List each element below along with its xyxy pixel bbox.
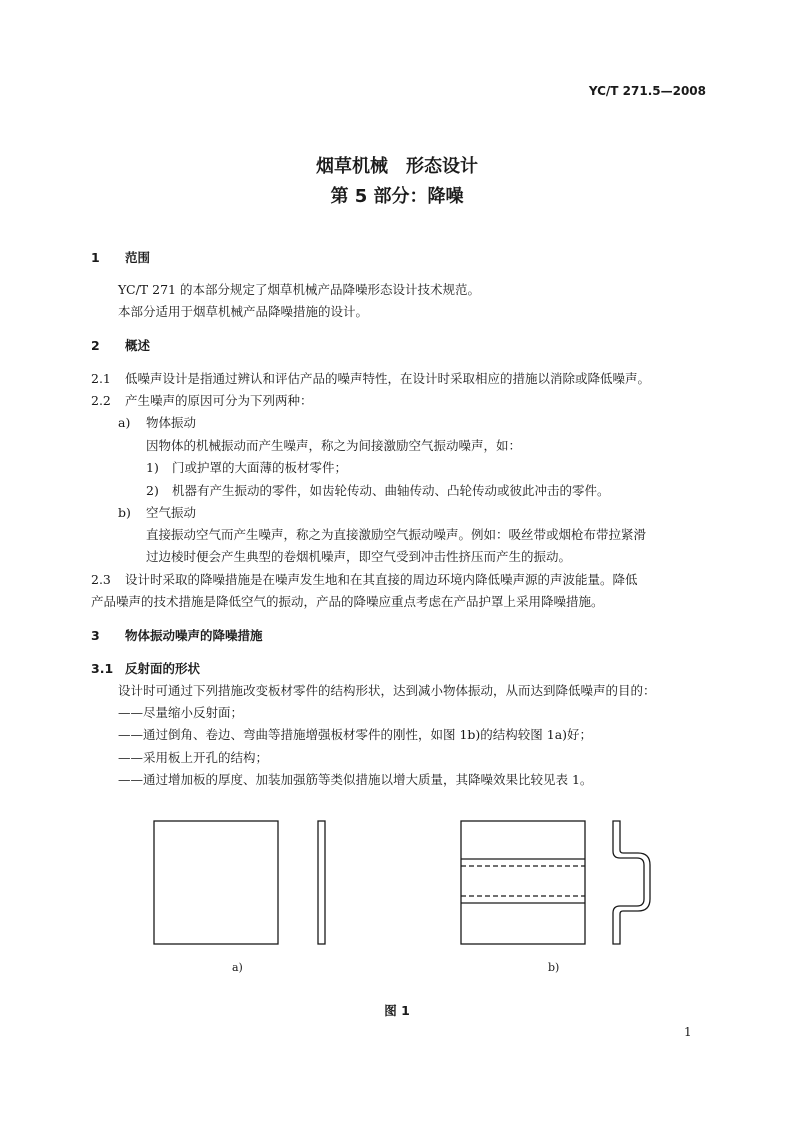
- clause-3-1-intro: 设计时可通过下列措施改变板材零件的结构形状，达到减小物体振动，从而达到降低噪声的目的：: [118, 683, 656, 698]
- standard-code: YC/T 271.5—2008: [588, 84, 706, 98]
- figure-1b-plate: [461, 821, 650, 944]
- dash-list-item: ——采用板上开孔的结构；: [118, 750, 269, 765]
- dash-list-item: ——通过倒角、卷边、弯曲等措施增强板材零件的刚性，如图 1b)的结构较图 1a)好；: [118, 727, 593, 742]
- bent-plate-side-profile: [613, 821, 650, 944]
- clause-number: 2.1: [91, 371, 111, 386]
- flat-plate-side-view: [318, 821, 325, 944]
- section-title: 范围: [125, 250, 151, 265]
- figure-label-a: a): [232, 961, 243, 974]
- clause-number: 3.1: [91, 661, 114, 676]
- list-item-b-line-2: 过边棱时便会产生典型的卷烟机噪声，即空气受到冲击性挤压而产生的振动。: [146, 549, 572, 564]
- list-item-a-description: 因物体的机械振动而产生噪声，称之为间接激励空气振动噪声，如：: [146, 438, 522, 453]
- dash-list-item: ——通过增加板的厚度、加装加强筋等类似措施以增大质量，其降噪效果比较见表 1。: [118, 772, 593, 787]
- bent-plate-front-view: [461, 821, 585, 944]
- list-marker: b): [118, 505, 131, 520]
- figure-1a-plate: [154, 821, 325, 944]
- section-title: 物体振动噪声的降噪措施: [125, 628, 263, 643]
- figure-label-b: b): [548, 961, 560, 974]
- section-number: 3: [91, 628, 100, 643]
- list-title: 物体振动: [146, 415, 197, 430]
- section-number: 2: [91, 338, 100, 353]
- list-item-b-line-1: 直接振动空气而产生噪声，称之为直接激励空气振动噪声。例如：吸丝带或烟枪布带拉紧滑: [146, 527, 647, 542]
- s1-paragraph-1: YC/T 271 的本部分规定了烟草机械产品降噪形态设计技术规范。: [118, 282, 480, 297]
- s1-paragraph-2: 本部分适用于烟草机械产品降噪措施的设计。: [118, 304, 369, 319]
- clause-text: 低噪声设计是指通过辨认和评估产品的噪声特性，在设计时采取相应的措施以消除或降低噪声。: [125, 371, 651, 386]
- clause-text: 产生噪声的原因可分为下列两种：: [125, 393, 313, 408]
- clause-2-3-line-2: 产品噪声的技术措施是降低空气的振动，产品的降噪应重点考虑在产品护罩上采用降噪措施。: [91, 594, 604, 609]
- list-text: 门或护罩的大面薄的板材零件；: [172, 460, 348, 475]
- clause-number: 2.3: [91, 572, 111, 587]
- clause-title: 反射面的形状: [125, 661, 201, 676]
- clause-text: 设计时采取的降噪措施是在噪声发生地和在其直接的周边环境内降低噪声源的声波能量。降低: [125, 572, 638, 587]
- list-marker: 2): [146, 483, 159, 498]
- list-marker: a): [118, 415, 131, 430]
- section-number: 1: [91, 250, 100, 265]
- flat-plate-front-view: [154, 821, 278, 944]
- document-title: 烟草机械 形态设计: [316, 156, 478, 177]
- section-title: 概述: [125, 338, 151, 353]
- list-text: 机器有产生振动的零件，如齿轮传动、曲轴传动、凸轮传动或彼此冲击的零件。: [172, 483, 610, 498]
- page-number: 1: [684, 1025, 692, 1039]
- list-marker: 1): [146, 460, 159, 475]
- dash-list-item: ——尽量缩小反射面；: [118, 705, 244, 720]
- figure-caption: 图 1: [384, 1003, 410, 1018]
- list-title: 空气振动: [146, 505, 197, 520]
- document-subtitle: 第 5 部分：降噪: [330, 186, 464, 207]
- clause-number: 2.2: [91, 393, 111, 408]
